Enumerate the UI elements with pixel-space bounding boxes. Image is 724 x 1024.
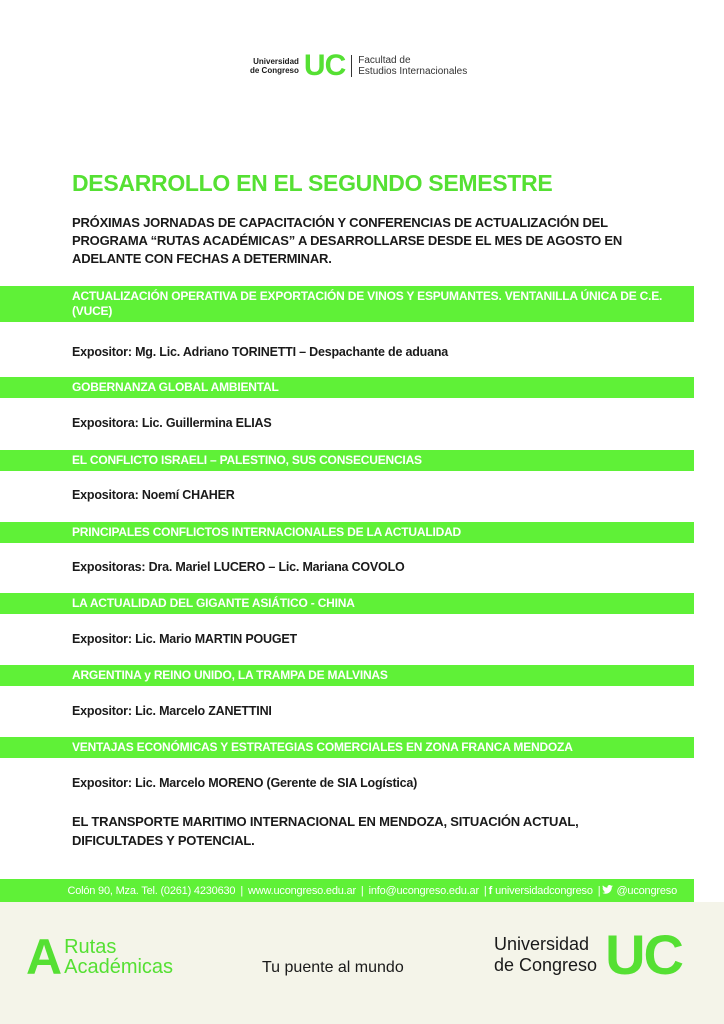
- separator: |: [360, 884, 364, 897]
- email-link[interactable]: info@ucongreso.edu.ar: [368, 884, 479, 897]
- faculty-line2: Estudios Internacionales: [358, 66, 468, 77]
- session-topic: EL CONFLICTO ISRAELI – PALESTINO, SUS CONSECUENCIAS: [72, 453, 422, 467]
- twitter-link[interactable]: @ucongreso: [616, 884, 677, 897]
- page-title: DESARROLLO EN EL SEGUNDO SEMESTRE: [72, 170, 553, 196]
- intro-text: PRÓXIMAS JORNADAS DE CAPACITACIÓN Y CONFERENCIAS DE ACTUALIZACIÓN DEL PROGRAMA “RUTAS ACADÉMICAS” A DESARROLLARSE DESDE EL MES DE AGOSTO EN ADELANTE CON FECHAS A DETERMINAR.: [72, 215, 623, 266]
- tagline: Tu puente al mundo: [262, 959, 404, 976]
- session-topic: VENTAJAS ECONÓMICAS Y ESTRATEGIAS COMERCIALES EN ZONA FRANCA MENDOZA: [72, 740, 573, 754]
- session-speaker: Expositor: Lic. Mario MARTIN POUGET: [72, 632, 297, 646]
- university-line1: Universidad: [253, 57, 299, 66]
- twitter-icon: [602, 885, 613, 897]
- session-topic: PRINCIPALES CONFLICTOS INTERNACIONALES DE LA ACTUALIDAD: [72, 525, 462, 539]
- session-speaker: Expositoras: Dra. Mariel LUCERO – Lic. Mariana COVOLO: [72, 560, 405, 574]
- facebook-link[interactable]: universidadcongreso: [495, 884, 593, 897]
- separator: |: [240, 884, 244, 897]
- session-topic-bar: [0, 593, 694, 614]
- faculty-name: [358, 55, 467, 77]
- rutas-logo-words: [64, 937, 173, 977]
- uc-logo: UC: [605, 923, 682, 986]
- session-topic: ARGENTINA y REINO UNIDO, LA TRAMPA DE MALVINAS: [72, 668, 388, 682]
- session-topic-bar: [0, 665, 694, 686]
- faculty-line1: Facultad de: [358, 55, 411, 66]
- session-speaker: Expositora: Noemí CHAHER: [72, 488, 235, 502]
- session-topic-bar: [0, 450, 694, 471]
- rutas-word1: Rutas: [64, 936, 117, 958]
- session-topic: GOBERNANZA GLOBAL AMBIENTAL: [72, 380, 279, 394]
- uc-logo: UC: [303, 49, 346, 82]
- session-topic-bar: [0, 522, 694, 543]
- session-speaker: Expositor: Mg. Lic. Adriano TORINETTI – Despachante de aduana: [72, 345, 449, 359]
- closing-topic: EL TRANSPORTE MARITIMO INTERNACIONAL EN MENDOZA, SITUACIÓN ACTUAL, DIFICULTADES Y POTENCIAL.: [72, 814, 579, 848]
- university-name: [494, 934, 597, 976]
- rutas-academicas-logo: [26, 929, 174, 985]
- session-topic-bar: [0, 286, 694, 322]
- website-link[interactable]: www.ucongreso.edu.ar: [248, 884, 356, 897]
- session-topic: LA ACTUALIDAD DEL GIGANTE ASIÁTICO - CHINA: [72, 596, 355, 610]
- session-topic-bar: [0, 377, 694, 398]
- session-speaker: Expositora: Lic. Guillermina ELIAS: [72, 416, 272, 430]
- university-line1: Universidad: [494, 934, 590, 954]
- session-topic: ACTUALIZACIÓN OPERATIVA DE EXPORTACIÓN DE VINOS Y ESPUMANTES. VENTANILLA ÚNICA DE C.E. (VUCE): [72, 289, 663, 318]
- header-logo: [250, 50, 467, 82]
- separator: |: [483, 884, 487, 897]
- separator: |: [597, 884, 601, 897]
- address-text: Colón 90, Mza. Tel. (0261) 4230630: [67, 884, 236, 897]
- rutas-logo-letter: A: [26, 929, 63, 985]
- session-speaker: Expositor: Lic. Marcelo MORENO (Gerente de SIA Logística): [72, 776, 418, 790]
- university-name: [250, 57, 299, 75]
- university-logo: [494, 923, 682, 986]
- contact-bar: [0, 879, 694, 902]
- session-topic-bar: [0, 737, 694, 758]
- session-speaker: Expositor: Lic. Marcelo ZANETTINI: [72, 704, 272, 718]
- university-line2: de Congreso: [250, 66, 299, 75]
- logo-divider: [351, 55, 352, 77]
- facebook-icon: f: [488, 884, 493, 897]
- rutas-word2: Académicas: [64, 956, 174, 978]
- university-line2: de Congreso: [494, 955, 598, 975]
